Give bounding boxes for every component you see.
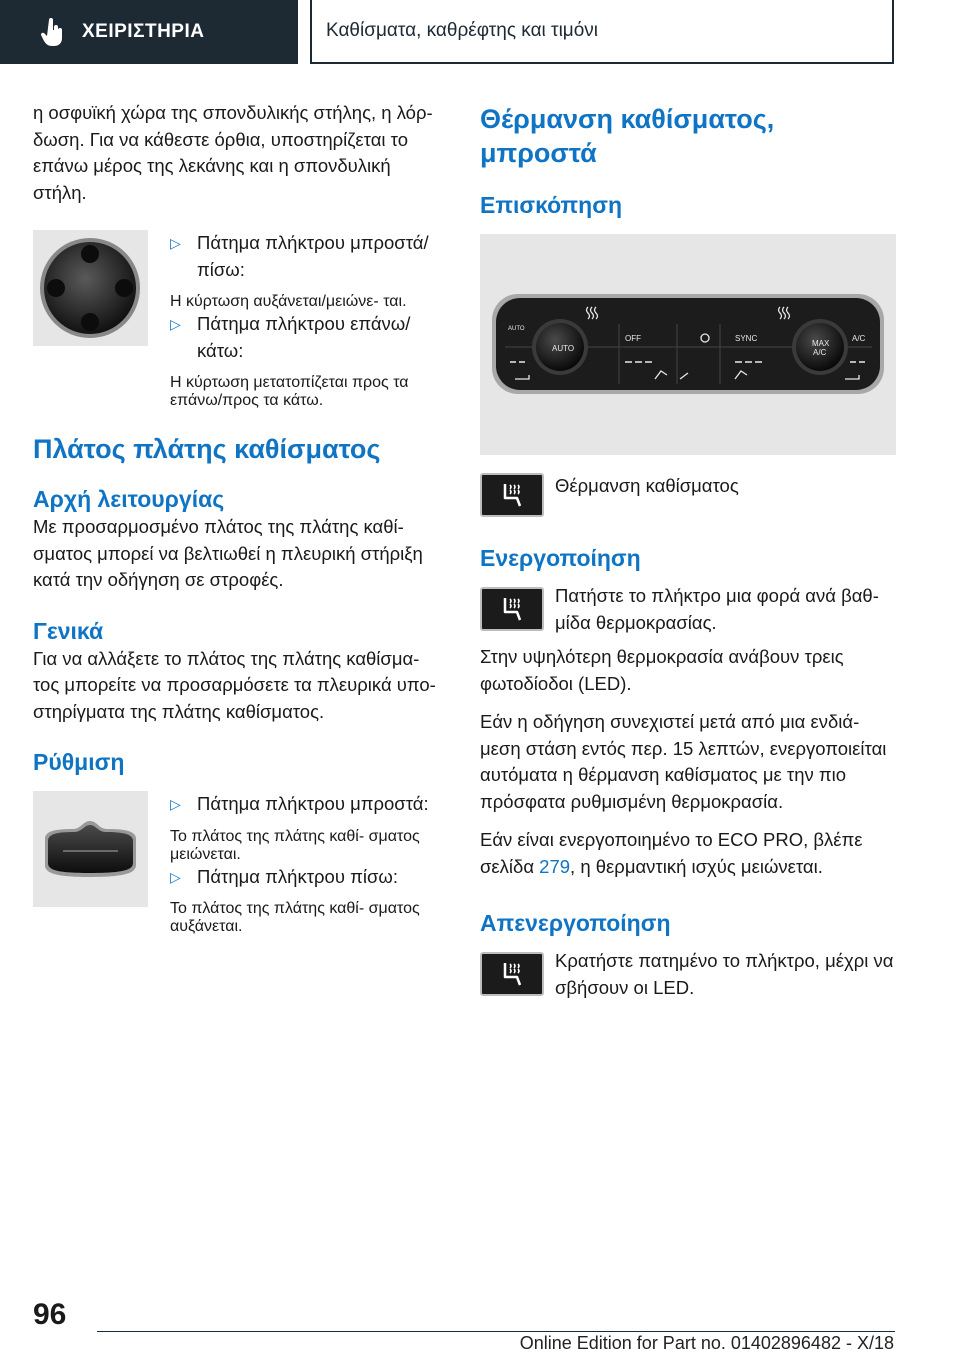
intro-paragraph: η οσφυϊκή χώρα της σπονδυλικής στήλης, η λόρ- δωση. Για να κάθεστε όρθια, υποστηρίζεται το επάνω μέρος της λεκάνης και η σπονδυλική στήλη. bbox=[33, 102, 433, 203]
page-link[interactable]: 279 bbox=[539, 855, 571, 877]
principle-paragraph: Με προσαρμοσμένο πλάτος της πλάτης καθί- σματος μπορεί να βελτιωθεί η πλευρική στήριξη κατά την οδήγηση σε στροφές. bbox=[33, 516, 423, 590]
step-action: Πάτημα πλήκτρου επάνω/ κάτω: bbox=[197, 313, 411, 361]
panel-off-label: OFF bbox=[625, 334, 641, 343]
panel-auto-label: AUTO bbox=[552, 344, 575, 353]
step-result: Το πλάτος της πλάτης καθί- σματος μειώνεται. bbox=[170, 827, 420, 863]
step-action: Πάτημα πλήκτρου πίσω: bbox=[197, 865, 398, 887]
chapter-title: Καθίσματα, καθρέφτης και τιμόνι bbox=[326, 20, 599, 41]
eco-text-after: , η θερμαντική ισχύς μειώνεται. bbox=[570, 855, 823, 877]
step-triangle-icon: ▷ bbox=[170, 868, 181, 885]
climate-panel-image bbox=[480, 234, 896, 455]
step-action: Πάτημα πλήκτρου μπροστά/ πίσω: bbox=[197, 232, 429, 280]
step-triangle-icon: ▷ bbox=[170, 316, 181, 332]
deactivate-step: Κρατήστε πατημένο το πλήκτρο, μέχρι να σβήσουν οι LED. bbox=[555, 950, 894, 998]
seat-heating-button-image bbox=[480, 587, 544, 631]
overview-title: Επισκόπηση bbox=[480, 192, 622, 218]
step-item bbox=[170, 864, 445, 891]
seat-heating-button-image bbox=[480, 952, 544, 996]
width-adjust-block bbox=[33, 791, 445, 936]
principle-title: Αρχή λειτουργίας bbox=[33, 486, 225, 512]
activate-row bbox=[480, 583, 896, 636]
section-tab bbox=[0, 0, 298, 64]
step-triangle-icon: ▷ bbox=[170, 796, 181, 812]
led-paragraph: Στην υψηλότερη θερμοκρασία ανάβουν τρεις φωτοδίοδοι (LED). bbox=[480, 646, 844, 694]
general-title: Γενικά bbox=[33, 617, 104, 644]
lumbar-adjust-block bbox=[33, 230, 445, 410]
step-result: Η κύρτωση μετατοπίζεται προς τα επάνω/προς τα κάτω. bbox=[170, 374, 409, 409]
chapter-title-box bbox=[310, 0, 894, 64]
panel-max-ac-label: A/C bbox=[813, 348, 827, 357]
lumbar-switch-illustration bbox=[33, 230, 148, 346]
section-tab-label: ΧΕΙΡΙΣΤΗΡΙΑ bbox=[82, 21, 205, 42]
step-action: Πάτημα πλήκτρου μπροστά: bbox=[197, 793, 429, 814]
footer-divider bbox=[97, 1331, 895, 1332]
activate-title: Ενεργοποίηση bbox=[480, 545, 641, 571]
activate-step: Πατήστε το πλήκτρο μια φορά ανά βαθ- μίδα θερμοκρασίας. bbox=[555, 585, 879, 633]
right-column bbox=[480, 100, 896, 1001]
seat-heating-icon bbox=[497, 480, 527, 510]
step-result: Το πλάτος της πλάτης καθί- σματος αυξάνεται. bbox=[170, 900, 420, 935]
panel-sync-label: SYNC bbox=[735, 334, 758, 343]
step-item bbox=[170, 230, 445, 283]
seat-heat-caption-row bbox=[480, 473, 896, 517]
edition-text: Online Edition for Part no. 01402896482 - X/18 bbox=[519, 1333, 894, 1353]
seat-heating-icon bbox=[497, 594, 527, 624]
width-steps bbox=[170, 791, 445, 936]
panel-ac-label: A/C bbox=[852, 334, 866, 343]
step-result: Η κύρτωση αυξάνεται/μειώνε- ται. bbox=[170, 293, 407, 310]
climate-panel-illustration bbox=[480, 234, 896, 455]
deactivate-title: Απενεργοποίηση bbox=[480, 910, 671, 936]
adjust-title: Ρύθμιση bbox=[33, 749, 125, 775]
panel-max-label: MAX bbox=[812, 339, 830, 348]
step-triangle-icon: ▷ bbox=[170, 235, 181, 251]
general-paragraph: Για να αλλάξετε το πλάτος της πλάτης καθίσμα- τος μπορείτε να προσαρμόσετε τα πλευρικά υπο- στηρίγματα της πλάτης καθίσματος. bbox=[33, 647, 436, 722]
lumbar-steps bbox=[170, 230, 445, 410]
page-header bbox=[0, 0, 960, 66]
width-switch-illustration bbox=[33, 791, 148, 907]
eco-paragraph bbox=[480, 827, 896, 880]
left-column bbox=[33, 100, 445, 936]
step-item bbox=[170, 311, 445, 364]
eco-text-before: Εάν είναι ενεργοποιημένο το ECO PRO, βλέπε σελίδα bbox=[480, 829, 863, 877]
step-item bbox=[170, 791, 445, 818]
resume-paragraph: Εάν η οδήγηση συνεχιστεί μετά από μια ενδιά- μεση στάση εντός περ. 15 λεπτών, ενεργοποιείται αυτόματα η θέρμανση καθίσματος με την πιο πρόσφατα ρυθμισμένη θερμοκρασία. bbox=[480, 711, 887, 812]
width-switch-image bbox=[33, 791, 148, 907]
seat-heat-caption: Θέρμανση καθίσματος bbox=[555, 475, 739, 496]
pointing-hand-icon bbox=[40, 18, 66, 46]
deactivate-row bbox=[480, 948, 896, 1001]
seat-heating-icon bbox=[497, 959, 527, 989]
lumbar-switch-image bbox=[33, 230, 148, 346]
seat-heating-title: Θέρμανση καθίσματος, μπροστά bbox=[480, 104, 775, 168]
seat-heating-button-image bbox=[480, 473, 544, 517]
page-number: 96 bbox=[33, 1298, 67, 1331]
width-section-title: Πλάτος πλάτης καθίσματος bbox=[33, 434, 381, 464]
panel-auto-small-label: AUTO bbox=[508, 326, 525, 332]
